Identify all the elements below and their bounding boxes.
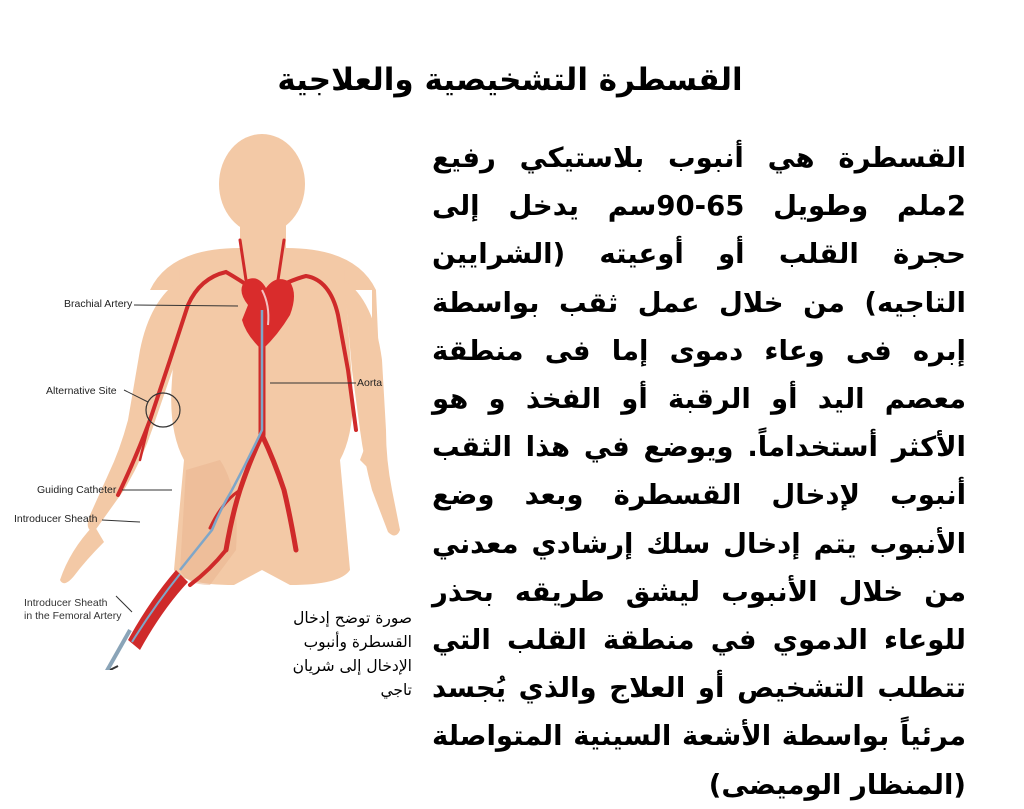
label-guiding-catheter: Guiding Catheter xyxy=(37,484,117,496)
label-introducer-sheath: Introducer Sheath xyxy=(14,513,98,525)
catheterization-illustration xyxy=(0,130,420,670)
label-aorta: Aorta xyxy=(357,377,383,389)
label-introducer-sheath-bottom-line1: Introducer Sheath xyxy=(24,597,108,609)
body-paragraph: القسطرة هي أنبوب بلاستيكي رفيع 2ملم وطويل 65-90سم يدخل إلى حجرة القلب أو أوعيته (الشرايين التاجيه) من خلال عمل ثقب بواسطة إبره فى وعاء دموى إما فى منطقة معصم اليد أو الرقبة أو الفخذ و هو الأكثر أستخداماً. ويوضع في هذا الثقب أنبوب لإدخال القسطرة وبعد وضع الأنبوب يتم إدخال سلك إرشادي معدني من خلال الأنبوب ليشق طريقه بحذر للوعاء الدموي في منطقة القلب التي تتطلب التشخيص أو العلاج والذي يُجسد مرئياً بواسطة الأشعة السينية المتواصلة (المنظار الوميضى) xyxy=(432,142,966,801)
label-introducer-sheath-bottom-line2: in the Femoral Artery xyxy=(24,610,122,622)
slide-title: القسطرة التشخيصية والعلاجية xyxy=(277,62,743,98)
label-brachial-artery: Brachial Artery xyxy=(64,298,133,310)
introducer-sheath-femoral-label xyxy=(24,597,121,623)
label-alternative-site: Alternative Site xyxy=(46,385,117,397)
figure-caption: صورة توضح إدخال القسطرة وأنبوب الإدخال إلى شريان تاجي xyxy=(292,609,412,699)
body-diagram xyxy=(0,130,420,670)
